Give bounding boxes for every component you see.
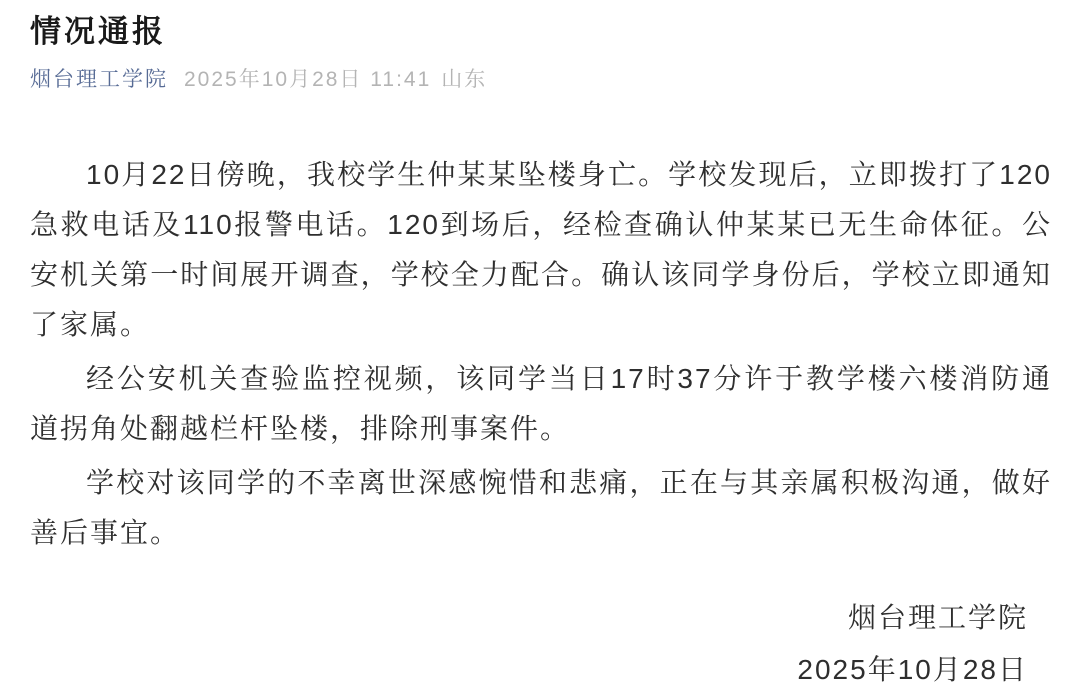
publish-timestamp: 2025年10月28日 11:41: [184, 68, 432, 91]
publish-location: 山东: [441, 68, 488, 91]
signature-name: 烟台理工学院: [847, 602, 1028, 633]
page-title: 情况通报: [30, 14, 166, 49]
article-meta: [30, 66, 1052, 94]
body-paragraph: 经公安机关查验监控视频，该同学当日17时37分许于教学楼六楼消防通道拐角处翻越栏杆坠楼，排除刑事案件。: [30, 363, 1052, 444]
source-account-link[interactable]: 烟台理工学院: [30, 68, 168, 91]
article-body: [30, 150, 1052, 558]
signature-date: 2025年10月28日: [797, 654, 1028, 685]
signature-block: [30, 592, 1052, 696]
body-paragraph: 学校对该同学的不幸离世深感惋惜和悲痛，正在与其亲属积极沟通，做好善后事宜。: [30, 467, 1052, 548]
body-paragraph: 10月22日傍晚，我校学生仲某某坠楼身亡。学校发现后，立即拨打了120急救电话及110报警电话。120到场后，经检查确认仲某某已无生命体征。公安机关第一时间展开调查，学校全力配合。确认该同学身份后，学校立即通知了家属。: [30, 159, 1052, 340]
